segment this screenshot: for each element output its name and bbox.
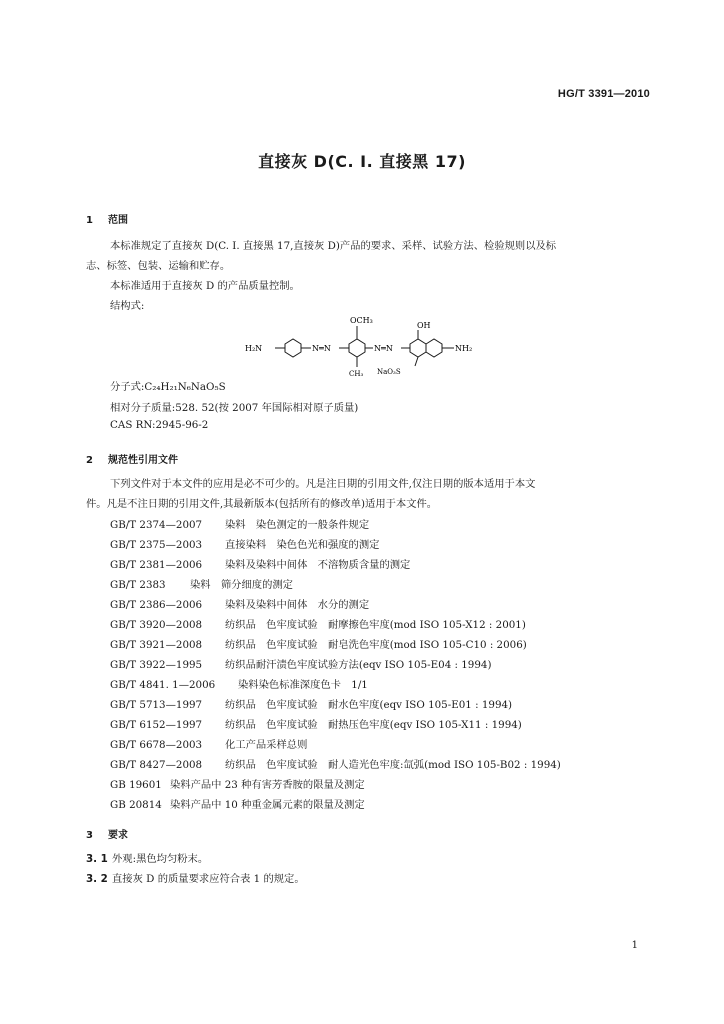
naphthalene-ring-a	[410, 339, 426, 357]
reference-code: GB/T 6678—2003	[110, 739, 203, 751]
scope-applicability: 本标准适用于直接灰 D 的产品质量控制。	[110, 280, 300, 292]
scope-paragraph-line2: 志、标签、包装、运输和贮存。	[86, 260, 231, 272]
section-3-heading	[86, 826, 128, 841]
requirement-number: 3. 1	[86, 853, 108, 865]
reference-title: 染料 筛分细度的测定	[190, 579, 293, 591]
reference-title: 纺织品 色牢度试验 耐皂洗色牢度(mod ISO 105-C10 : 2006)	[225, 639, 527, 651]
reference-item	[110, 516, 369, 531]
section-title: 要求	[108, 830, 128, 841]
reference-title: 纺织品 色牢度试验 耐人造光色牢度:氙弧(mod ISO 105-B02 : 1994)	[225, 759, 561, 771]
reference-title: 染料产品中 10 种重金属元素的限量及测定	[170, 799, 365, 811]
reference-title: 纺织品 色牢度试验 耐水色牢度(eqv ISO 105-E01 : 1994)	[225, 699, 513, 711]
amino-group-right: NH₂	[455, 344, 473, 353]
structure-label: 结构式:	[110, 300, 145, 312]
reference-item	[110, 736, 307, 751]
methyl-group: CH₃	[349, 370, 364, 378]
reference-item	[110, 696, 512, 711]
methoxy-group: OCH₃	[350, 316, 373, 325]
structural-formula	[245, 312, 515, 382]
reference-title: 染料及染料中间体 水分的测定	[225, 599, 370, 611]
reference-code: GB/T 3921—2008	[110, 639, 203, 651]
cas-number: CAS RN:2945-96-2	[110, 419, 209, 431]
reference-item	[110, 756, 561, 771]
section-1-heading	[86, 211, 128, 226]
reference-item	[110, 536, 379, 551]
amino-group-left: H₂N	[245, 344, 263, 353]
reference-item	[110, 676, 368, 691]
reference-code: GB 20814	[110, 799, 162, 811]
references-intro-line1: 下列文件对于本文件的应用是必不可少的。凡是注日期的引用文件,仅注日期的版本适用于本文	[110, 478, 536, 490]
reference-item	[110, 576, 293, 591]
standard-code: HG/T 3391—2010	[557, 88, 650, 100]
requirement-number: 3. 2	[86, 873, 108, 885]
reference-code: GB/T 2374—2007	[110, 519, 203, 531]
section-number: 1	[86, 215, 93, 226]
requirement-text: 直接灰 D 的质量要求应符合表 1 的规定。	[112, 873, 305, 885]
azo-group-1: N═N	[312, 344, 331, 353]
hydroxyl-group: OH	[417, 321, 431, 330]
reference-code: GB/T 8427—2008	[110, 759, 203, 771]
naphthalene-ring-b	[426, 339, 442, 357]
reference-code: GB/T 3922—1995	[110, 659, 203, 671]
reference-code: GB/T 2375—2003	[110, 539, 203, 551]
reference-code: GB/T 2383	[110, 579, 166, 591]
sulfonate-group: NaO₃S	[377, 368, 401, 376]
requirement-text: 外观:黑色均匀粉末。	[112, 853, 209, 865]
scope-paragraph-line1: 本标准规定了直接灰 D(C. I. 直接黑 17,直接灰 D)产品的要求、采样、试验方法、检验规则以及标	[110, 240, 557, 252]
reference-title: 染料 染色测定的一般条件规定	[225, 519, 370, 531]
reference-item	[110, 616, 526, 631]
section-number: 2	[86, 455, 93, 466]
reference-title: 染料产品中 23 种有害芳香胺的限量及测定	[170, 779, 365, 791]
reference-code: GB 19601	[110, 779, 162, 791]
section-number: 3	[86, 830, 93, 841]
reference-item	[110, 596, 369, 611]
section-title: 范围	[108, 215, 128, 226]
requirement-item	[86, 850, 208, 865]
requirement-item	[86, 870, 305, 885]
section-2-heading	[86, 451, 178, 466]
references-intro-line2: 件。凡是不注日期的引用文件,其最新版本(包括所有的修改单)适用于本文件。	[86, 498, 438, 510]
molecular-mass: 相对分子质量:528. 52(按 2007 年国际相对原子质量)	[110, 402, 359, 414]
document-title: 直接灰 D(C. I. 直接黑 17)	[258, 152, 466, 171]
reference-item	[110, 776, 365, 791]
reference-title: 化工产品采样总则	[225, 739, 308, 751]
reference-code: GB/T 3920—2008	[110, 619, 203, 631]
benzene-ring-2	[349, 339, 365, 357]
benzene-ring-1	[285, 339, 301, 357]
reference-title: 纺织品 色牢度试验 耐热压色牢度(eqv ISO 105-X11 : 1994)	[225, 719, 522, 731]
reference-code: GB/T 6152—1997	[110, 719, 203, 731]
page-number: 1	[631, 940, 638, 951]
reference-item	[110, 716, 522, 731]
reference-item	[110, 656, 491, 671]
molecular-formula: 分子式:C₂₄H₂₁N₆NaO₅S	[110, 381, 226, 393]
reference-title: 染料及染料中间体 不溶物质含量的测定	[225, 559, 411, 571]
reference-item	[110, 636, 527, 651]
reference-item	[110, 556, 410, 571]
reference-title: 染料染色标准深度色卡 1/1	[238, 679, 368, 691]
reference-code: GB/T 2386—2006	[110, 599, 203, 611]
azo-group-2: N═N	[374, 344, 393, 353]
reference-title: 纺织品 色牢度试验 耐摩擦色牢度(mod ISO 105-X12 : 2001)	[225, 619, 526, 631]
reference-title: 纺织品耐汗渍色牢度试验方法(eqv ISO 105-E04 : 1994)	[225, 659, 492, 671]
reference-item	[110, 796, 365, 811]
reference-code: GB/T 5713—1997	[110, 699, 203, 711]
reference-code: GB/T 4841. 1—2006	[110, 679, 216, 691]
reference-code: GB/T 2381—2006	[110, 559, 203, 571]
section-title: 规范性引用文件	[108, 455, 178, 466]
reference-title: 直接染料 染色色光和强度的测定	[225, 539, 380, 551]
